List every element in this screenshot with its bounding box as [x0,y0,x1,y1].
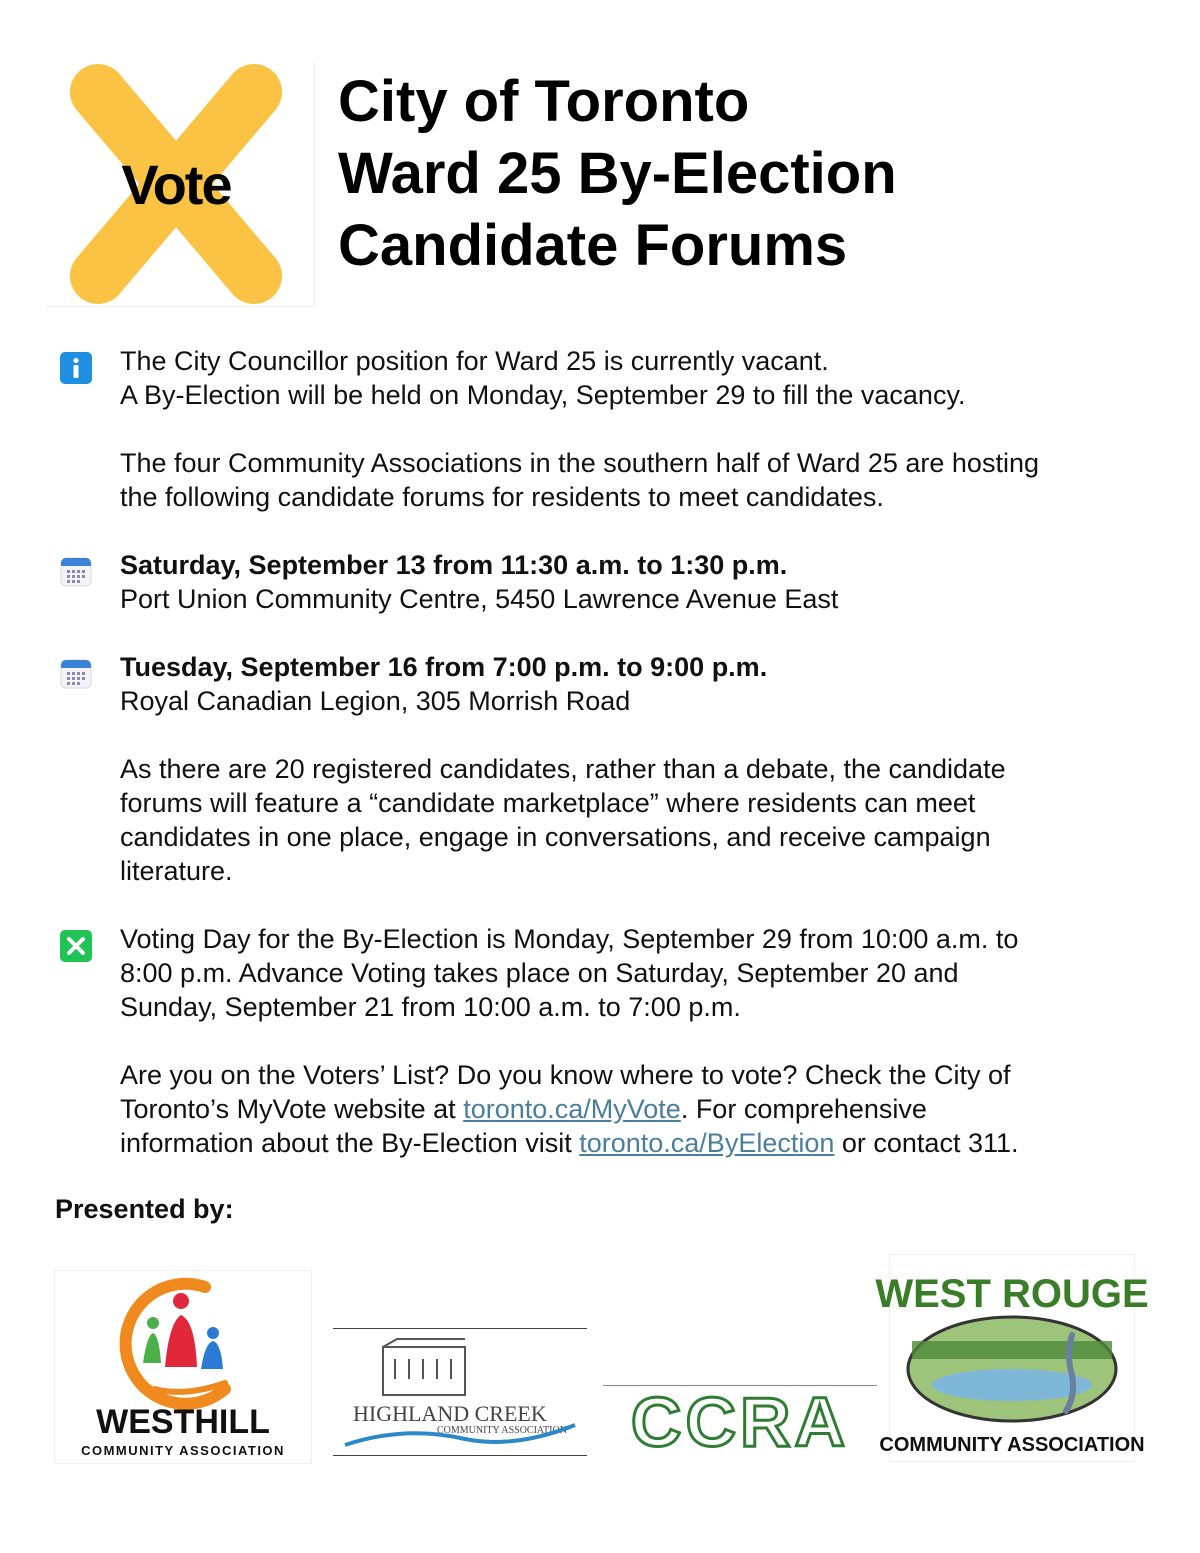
forum-2-where: Royal Canadian Legion, 305 Morrish Road [120,686,631,716]
marketplace-line-2: forums will feature a “candidate marketplace” where residents can meet [120,788,976,818]
forum-1-where: Port Union Community Centre, 5450 Lawrence Avenue East [120,584,839,614]
ccra-logo [603,1383,877,1461]
west-rouge-logo [875,1254,1149,1462]
intro-section [0,344,1200,514]
west-rouge-logo-name: WEST ROUGE [875,1272,1149,1316]
forum-2-when: Tuesday, September 16 from 7:00 p.m. to 9:00 p.m. [120,652,768,682]
highland-logo-name: HIGHLAND CREEK [353,1401,547,1426]
intro-line-2: A By-Election will be held on Monday, September 29 to fill the vacancy. [120,380,966,410]
voting-line-1: Voting Day for the By-Election is Monday, September 29 from 10:00 a.m. to [120,924,1019,954]
voters-list-text: Toronto’s MyVote website at [120,1094,464,1124]
myvote-link[interactable]: toronto.ca/MyVote [463,1094,681,1124]
voters-list-line-2 [120,1092,1200,1126]
voters-list-text: or contact 311. [834,1128,1019,1158]
title-line-1: City of Toronto [338,69,750,134]
vote-logo [46,62,315,307]
forum-2 [0,650,1200,888]
title-line-2: Ward 25 By-Election [338,141,897,206]
voting-line-2: 8:00 p.m. Advance Voting takes place on Saturday, September 20 and [120,958,959,988]
vote-logo-text: Vote [121,153,231,216]
highland-creek-logo [333,1328,587,1456]
voters-list-line-1: Are you on the Voters’ List? Do you know where to vote? Check the City of [120,1060,1011,1090]
byelection-link[interactable]: toronto.ca/ByElection [579,1128,835,1158]
info-icon [60,352,92,384]
voters-list-text: . For comprehensive [680,1094,927,1124]
main-content [0,344,1200,1160]
title-line-3: Candidate Forums [338,213,848,278]
marketplace-line-4: literature. [120,856,233,886]
marketplace-line-1: As there are 20 registered candidates, rather than a debate, the candidate [120,754,1006,784]
intro-para2-line-1: The four Community Associations in the southern half of Ward 25 are hosting [120,448,1039,478]
forum-1-when: Saturday, September 13 from 11:30 a.m. to 1:30 p.m. [120,550,788,580]
intro-para2-line-2: the following candidate forums for residents to meet candidates. [120,482,884,512]
calendar-icon [60,658,92,690]
westhill-logo-name: WESTHILL [96,1403,270,1441]
presented-by-label: Presented by: [55,1194,234,1224]
west-rouge-logo-sub: COMMUNITY ASSOCIATION [879,1434,1145,1456]
marketplace-line-3: candidates in one place, engage in conversations, and receive campaign [120,822,991,852]
westhill-logo-sub: COMMUNITY ASSOCIATION [81,1443,285,1458]
page-title [338,66,897,282]
intro-line-1: The City Councillor position for Ward 25 is currently vacant. [120,346,829,376]
cross-mark-icon [60,930,92,962]
ccra-logo-text: CCRA [630,1383,850,1461]
highland-logo-sub: COMMUNITY ASSOCIATION [437,1425,567,1436]
voting-section [0,922,1200,1160]
calendar-icon [60,556,92,588]
voters-list-line-3 [120,1126,1200,1160]
westhill-logo [54,1270,312,1464]
voting-line-3: Sunday, September 21 from 10:00 a.m. to 7:00 p.m. [120,992,741,1022]
voters-list-text: information about the By-Election visit [120,1128,580,1158]
forum-1 [0,548,1200,616]
